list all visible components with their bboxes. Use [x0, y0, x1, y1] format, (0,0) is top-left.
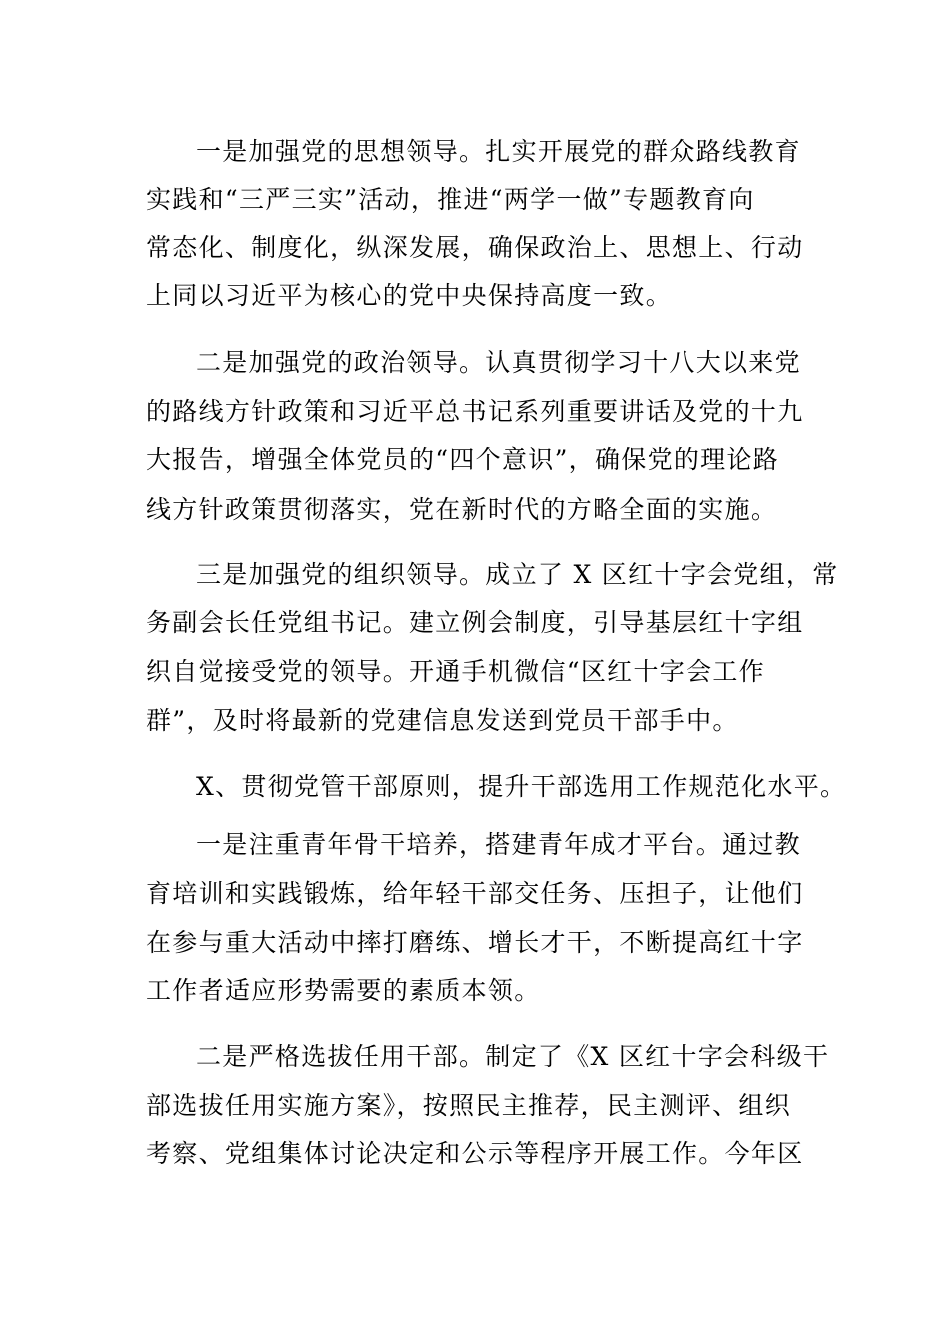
- paragraph-1-line-4: 上同以习近平为核心的党中央保持高度一致。: [146, 281, 673, 310]
- paragraph-5-line-3: 考察、党组集体讨论决定和公示等程序开展工作。今年区: [146, 1139, 804, 1168]
- paragraph-2-line-1: 二是加强党的政治领导。认真贯彻学习十八大以来党: [196, 348, 801, 377]
- paragraph-4-line-2: 育培训和实践锻炼，给年轻干部交任务、压担子，让他们: [146, 879, 804, 908]
- paragraph-3-line-2: 务副会长任党组书记。建立例会制度，引导基层红十字组: [146, 608, 804, 637]
- paragraph-3-line-4: 群”，及时将最新的党建信息发送到党员干部手中。: [146, 706, 739, 735]
- paragraph-5-line-1: 二是严格选拔任用干部。制定了《X 区红十字会科级干: [196, 1042, 830, 1071]
- section-heading: X、贯彻党管干部原则，提升干部选用工作规范化水平。: [196, 772, 847, 801]
- paragraph-2-line-3: 大报告，增强全体党员的“四个意识”，确保党的理论路: [146, 445, 780, 474]
- paragraph-4-line-3: 在参与重大活动中摔打磨练、增长才干，不断提高红十字: [146, 928, 804, 957]
- paragraph-4-line-1: 一是注重青年骨干培养，搭建青年成才平台。通过教: [196, 830, 801, 859]
- paragraph-5-line-2: 部选拔任用实施方案》，按照民主推荐，民主测评、组织: [146, 1091, 792, 1120]
- paragraph-2-line-4: 线方针政策贯彻落实，党在新时代的方略全面的实施。: [146, 495, 778, 524]
- paragraph-4-line-4: 工作者适应形势需要的素质本领。: [146, 976, 541, 1005]
- paragraph-2-line-2: 的路线方针政策和习近平总书记系列重要讲话及党的十九: [146, 397, 804, 426]
- paragraph-1-line-1: 一是加强党的思想领导。扎实开展党的群众路线教育: [196, 137, 801, 166]
- paragraph-3-line-3: 织自觉接受党的领导。开通手机微信“区红十字会工作: [146, 657, 765, 686]
- paragraph-1-line-3: 常态化、制度化，纵深发展，确保政治上、思想上、行动: [146, 233, 804, 262]
- paragraph-1-line-2: 实践和“三严三实”活动，推进“两学一做”专题教育向: [146, 185, 755, 214]
- paragraph-3-line-1: 三是加强党的组织领导。成立了 X 区红十字会党组，常: [196, 560, 839, 589]
